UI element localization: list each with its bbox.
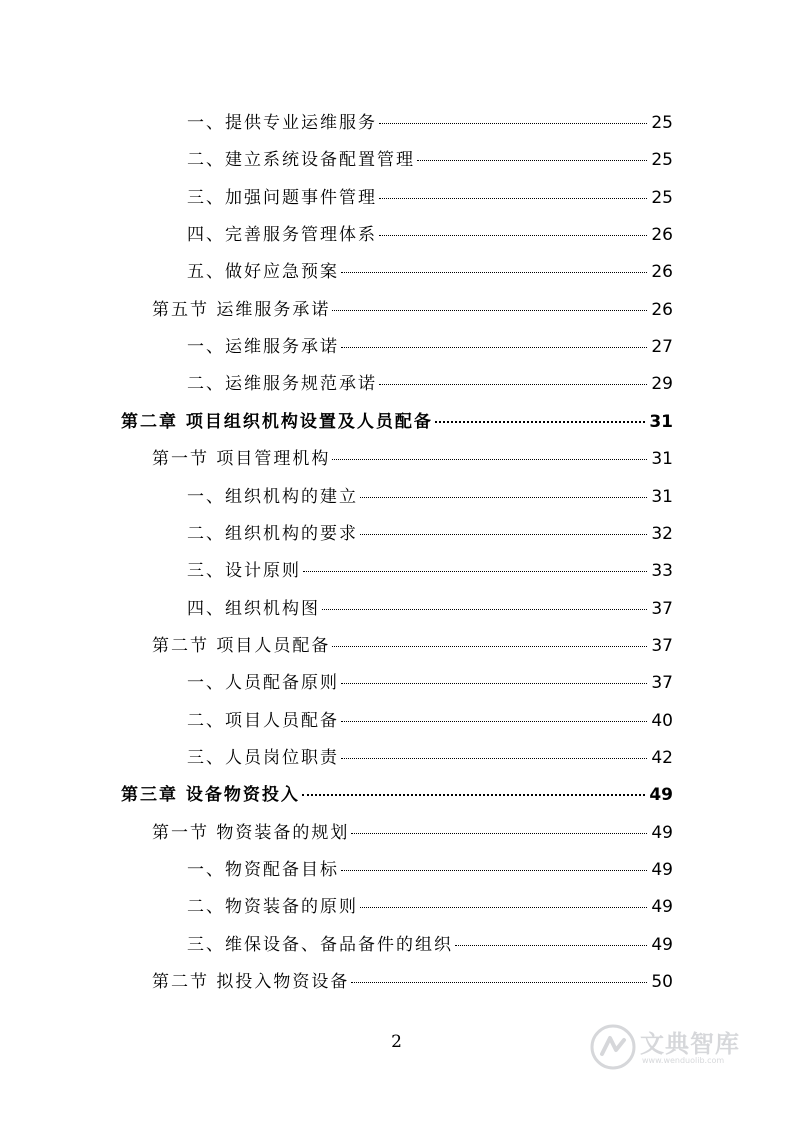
toc-item-entry [187, 743, 673, 771]
toc-entry-page: 49 [651, 860, 673, 880]
toc-item-entry [187, 332, 673, 360]
toc-entry-page: 33 [651, 561, 673, 582]
toc-section-entry [152, 967, 673, 995]
toc-entry-page: 40 [651, 710, 673, 731]
toc-entry-title: 五、做好应急预案 [187, 262, 339, 283]
toc-dot-leader [455, 945, 647, 946]
toc-item-entry [187, 892, 673, 920]
toc-entry-page: 31 [649, 411, 673, 432]
toc-dot-leader [379, 384, 647, 385]
toc-entry-title: 一、提供专业运维服务 [187, 113, 377, 133]
toc-entry-page: 31 [651, 449, 673, 470]
toc-dot-leader [417, 160, 647, 161]
toc-dot-leader [332, 646, 647, 647]
toc-section-entry [152, 444, 673, 472]
toc-dot-leader [379, 235, 647, 236]
toc-entry-page: 26 [651, 262, 673, 283]
toc-item-entry [187, 855, 673, 883]
toc-entry-page: 49 [651, 934, 673, 955]
toc-entry-page: 26 [651, 225, 673, 246]
toc-item-entry [187, 482, 673, 510]
toc-entry-page: 32 [651, 523, 673, 544]
toc-item-entry [187, 369, 673, 397]
toc-dot-leader [322, 609, 647, 610]
toc-entry-page: 25 [651, 187, 673, 208]
toc-entry-title: 第二节 拟投入物资设备 [152, 972, 350, 993]
toc-entry-title: 四、组织机构图 [187, 598, 320, 619]
toc-item-entry [187, 519, 673, 547]
toc-entry-title: 二、项目人员配备 [187, 710, 339, 731]
toc-dot-leader [341, 870, 647, 871]
toc-entry-title: 一、组织机构的建立 [187, 486, 358, 507]
toc-item-entry [187, 145, 673, 173]
toc-dot-leader [341, 683, 647, 684]
watermark [588, 1022, 748, 1074]
watermark-url: www.wenduolib.com [642, 1056, 725, 1065]
toc-item-entry [187, 594, 673, 622]
toc-dot-leader [341, 272, 647, 273]
toc-item-entry [187, 706, 673, 734]
page-number: 2 [391, 1032, 402, 1052]
toc-item-entry [187, 108, 673, 136]
toc-entry-page: 49 [649, 785, 673, 806]
toc-dot-leader [379, 198, 647, 199]
toc-chapter-entry [121, 407, 673, 435]
toc-item-entry [187, 930, 673, 958]
toc-section-entry [152, 631, 673, 659]
toc-dot-leader [332, 310, 647, 311]
toc-chapter-entry [121, 780, 673, 808]
watermark-brand: 文典智库 [640, 1030, 740, 1058]
toc-dot-leader [360, 534, 647, 535]
toc-entry-title: 第二节 项目人员配备 [152, 635, 331, 656]
toc-entry-title: 三、人员岗位职责 [187, 747, 339, 768]
toc-dot-leader [351, 833, 647, 834]
toc-dot-leader [341, 721, 647, 722]
toc-entry-page: 37 [651, 673, 673, 694]
toc-entry-page: 26 [651, 299, 673, 320]
toc-entry-page: 49 [651, 822, 673, 843]
toc-dot-leader [332, 459, 647, 460]
toc-section-entry [152, 295, 673, 323]
toc-entry-page: 29 [651, 374, 673, 395]
toc-entry-page: 27 [651, 337, 673, 358]
toc-entry-page: 37 [651, 635, 673, 656]
toc-dot-leader [303, 571, 647, 572]
toc-dot-leader [302, 794, 645, 796]
toc-item-entry [187, 556, 673, 584]
toc-item-entry [187, 257, 673, 285]
toc-dot-leader [360, 907, 647, 908]
toc-entry-title: 第二章 项目组织机构设置及人员配备 [121, 411, 433, 432]
toc-entry-title: 第一节 项目管理机构 [152, 449, 331, 470]
toc-entry-title: 三、维保设备、备品备件的组织 [187, 934, 453, 955]
toc-entry-title: 四、完善服务管理体系 [187, 225, 377, 246]
toc-entry-title: 二、运维服务规范承诺 [187, 374, 377, 395]
toc-entry-page: 50 [651, 972, 673, 993]
logo-icon [590, 1024, 636, 1070]
toc-item-entry [187, 183, 673, 211]
toc-item-entry [187, 668, 673, 696]
toc-entry-page: 42 [651, 747, 673, 768]
toc-dot-leader [435, 421, 645, 423]
toc-dot-leader [379, 123, 647, 124]
toc-dot-leader [341, 347, 647, 348]
toc-entry-page: 49 [651, 897, 673, 918]
toc-section-entry [152, 818, 673, 846]
toc-entry-title: 一、物资配备目标 [187, 860, 339, 880]
toc-entry-title: 一、运维服务承诺 [187, 337, 339, 358]
toc-entry-title: 三、加强问题事件管理 [187, 187, 377, 208]
toc-entry-title: 一、人员配备原则 [187, 673, 339, 694]
toc-entry-title: 二、建立系统设备配置管理 [187, 150, 415, 171]
toc-entry-page: 37 [651, 598, 673, 619]
toc-entry-page: 25 [651, 113, 673, 133]
toc-dot-leader [341, 758, 647, 759]
toc-entry-title: 第一节 物资装备的规划 [152, 822, 350, 843]
toc-entry-title: 二、组织机构的要求 [187, 523, 358, 544]
toc-entry-title: 三、设计原则 [187, 561, 301, 582]
toc-entry-title: 第三章 设备物资投入 [121, 785, 300, 806]
toc-entry-page: 31 [651, 486, 673, 507]
toc-dot-leader [351, 982, 647, 983]
toc-entry-page: 25 [651, 150, 673, 171]
toc-item-entry [187, 220, 673, 248]
toc-entry-title: 二、物资装备的原则 [187, 897, 358, 918]
toc-entry-title: 第五节 运维服务承诺 [152, 299, 331, 320]
toc-dot-leader [360, 497, 647, 498]
